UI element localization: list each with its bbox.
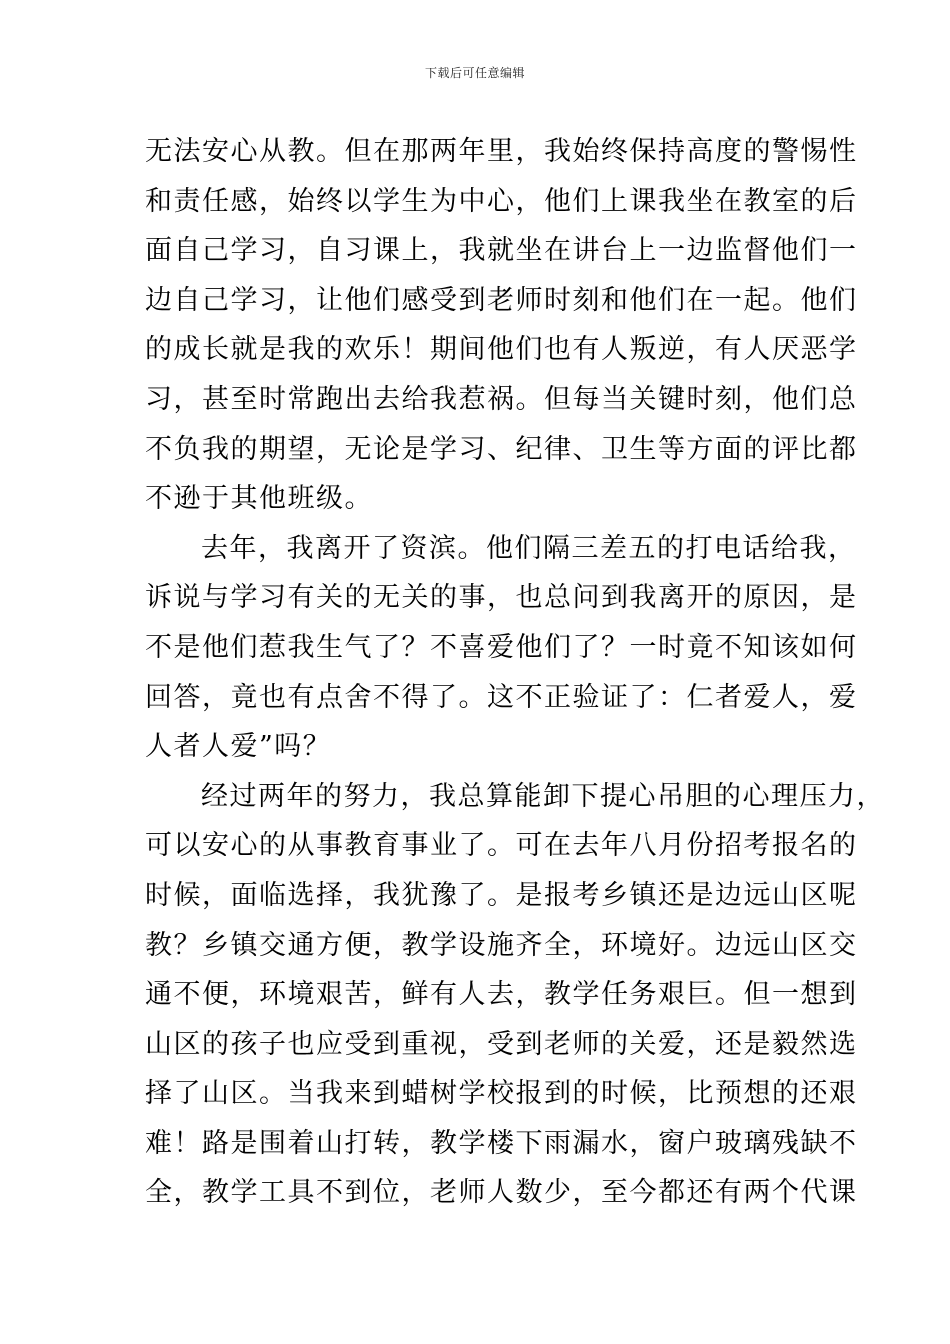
text-line: 边自己学习，让他们感受到老师时刻和他们在一起。他们 [145,284,858,316]
paragraph-first-line: 去年，我离开了资滨。他们隔三差五的打电话给我， [201,532,857,564]
text-line: 教？乡镇交通方便，教学设施齐全，环境好。边远山区交 [145,929,858,961]
text-line: 可以安心的从事教育事业了。可在去年八月份招考报名的 [145,830,858,862]
text-line: 诉说与学习有关的无关的事，也总问到我离开的原因，是 [145,582,858,614]
text-line: 择了山区。当我来到蜡树学校报到的时候，比预想的还艰 [145,1078,858,1110]
text-line: 的成长就是我的欢乐！期间他们也有人叛逆，有人厌恶学 [145,334,858,366]
text-line: 无法安心从教。但在那两年里，我始终保持高度的警惕性 [145,136,858,167]
body-text [145,127,885,1218]
text-line: 不逊于其他班级。 [145,483,373,515]
text-line: 和责任感，始终以学生为中心，他们上课我坐在教室的后 [145,185,858,217]
text-line: 时候，面临选择，我犹豫了。是报考乡镇还是边远山区呢 [145,879,858,911]
text-line: 回答，竟也有点舍不得了。这不正验证了：仁者爱人，爱 [145,681,858,713]
text-line: 全，教学工具不到位，老师人数少，至今都还有两个代课 [145,1177,858,1209]
text-line: 不负我的期望，无论是学习、纪律、卫生等方面的评比都 [145,433,858,465]
text-line: 人者人爱”吗？ [145,731,332,763]
text-line: 面自己学习，自习课上，我就坐在讲台上一边监督他们一 [145,235,858,267]
text-line: 习，甚至时常跑出去给我惹祸。但每当关键时刻，他们总 [145,383,858,415]
paragraph-first-line: 经过两年的努力，我总算能卸下提心吊胆的心理压力， [201,780,885,812]
text-line: 通不便，环境艰苦，鲜有人去，教学任务艰巨。但一想到 [145,979,858,1011]
page-header: 下载后可任意编辑 [424,66,525,80]
text-line: 山区的孩子也应受到重视，受到老师的关爱，还是毅然选 [145,1028,858,1060]
text-line: 难！路是围着山打转，教学楼下雨漏水，窗户玻璃残缺不 [145,1127,858,1159]
text-line: 不是他们惹我生气了？不喜爱他们了？一时竟不知该如何 [145,631,858,663]
